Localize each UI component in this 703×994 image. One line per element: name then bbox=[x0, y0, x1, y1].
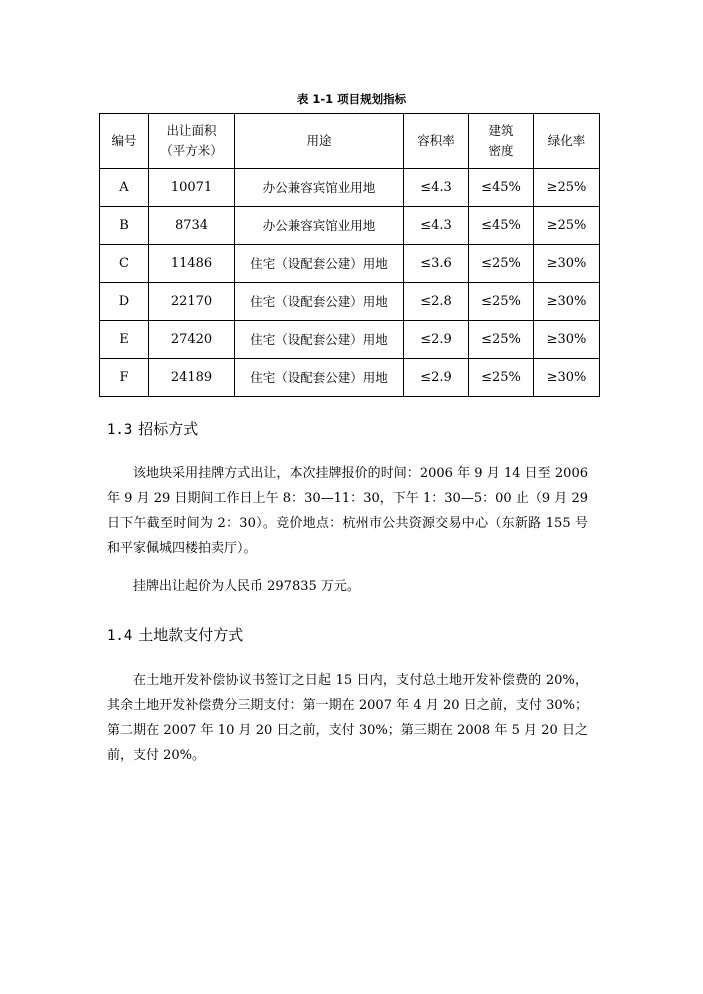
cell-area: 10071 bbox=[149, 169, 235, 207]
header-far: 容积率 bbox=[404, 114, 469, 169]
cell-id: D bbox=[100, 283, 149, 321]
cell-use: 住宅（设配套公建）用地 bbox=[235, 245, 404, 283]
table-row bbox=[100, 359, 600, 397]
cell-far: ≤2.9 bbox=[404, 359, 469, 397]
section-1-4-heading bbox=[107, 624, 243, 645]
table-row bbox=[100, 207, 600, 245]
cell-far: ≤4.3 bbox=[404, 207, 469, 245]
cell-id: A bbox=[100, 169, 149, 207]
cell-green: ≥30% bbox=[534, 245, 600, 283]
table-caption: 表 1-1 项目规划指标 bbox=[296, 92, 407, 106]
header-density-line1: 建筑 bbox=[488, 123, 514, 138]
cell-id: F bbox=[100, 359, 149, 397]
cell-id: C bbox=[100, 245, 149, 283]
table-header-row bbox=[100, 114, 600, 169]
header-use: 用途 bbox=[235, 114, 404, 169]
section-1-3-paragraph: 该地块采用挂牌方式出让，本次挂牌报价的时间：2006 年 9 月 14 日至 2006 年 9 月 29 日期间工作日上午 8：30—11：30，下午 1：30—5：00 止（9 月 29 日下午截至时间为 2：30）。竞价地点：杭州市公共资源交易中心（东新路 155 号和平家佩城四楼拍卖厅）。 bbox=[107, 466, 588, 556]
cell-use: 办公兼容宾馆业用地 bbox=[235, 169, 404, 207]
table-row bbox=[100, 321, 600, 359]
cell-id: E bbox=[100, 321, 149, 359]
header-id: 编号 bbox=[100, 114, 149, 169]
cell-area: 11486 bbox=[149, 245, 235, 283]
cell-density: ≤25% bbox=[469, 359, 534, 397]
cell-density: ≤25% bbox=[469, 245, 534, 283]
cell-green: ≥30% bbox=[534, 321, 600, 359]
header-density-line2: 密度 bbox=[488, 143, 514, 158]
cell-far: ≤2.8 bbox=[404, 283, 469, 321]
cell-id: B bbox=[100, 207, 149, 245]
cell-density: ≤25% bbox=[469, 321, 534, 359]
table-row bbox=[100, 245, 600, 283]
planning-indicators-table bbox=[99, 113, 600, 397]
cell-density: ≤45% bbox=[469, 207, 534, 245]
section-1-3-number: 1.3 bbox=[107, 422, 133, 438]
cell-area: 22170 bbox=[149, 283, 235, 321]
cell-green: ≥30% bbox=[534, 283, 600, 321]
cell-density: ≤25% bbox=[469, 283, 534, 321]
cell-density: ≤45% bbox=[469, 169, 534, 207]
table-row bbox=[100, 283, 600, 321]
section-1-3-price-paragraph: 挂牌出让起价为人民币 297835 万元。 bbox=[133, 579, 360, 594]
table-row bbox=[100, 169, 600, 207]
section-1-3-title: 招标方式 bbox=[138, 420, 199, 438]
cell-area: 8734 bbox=[149, 207, 235, 245]
cell-far: ≤2.9 bbox=[404, 321, 469, 359]
header-area-line2: （平方米） bbox=[160, 143, 223, 158]
header-area bbox=[149, 114, 235, 169]
section-1-4-paragraph: 在土地开发补偿协议书签订之日起 15 日内，支付总土地开发补偿费的 20%，其余土地开发补偿费分三期支付：第一期在 2007 年 4 月 20 日之前，支付 30%；第二期在 2007 年 10 月 20 日之前，支付 30%；第三期在 2008 年 5 月 20 日之前，支付 20%。 bbox=[107, 673, 588, 763]
cell-green: ≥30% bbox=[534, 359, 600, 397]
cell-use: 住宅（设配套公建）用地 bbox=[235, 283, 404, 321]
cell-use: 办公兼容宾馆业用地 bbox=[235, 207, 404, 245]
cell-use: 住宅（设配套公建）用地 bbox=[235, 321, 404, 359]
cell-use: 住宅（设配套公建）用地 bbox=[235, 359, 404, 397]
section-1-4-title: 土地款支付方式 bbox=[138, 626, 244, 644]
header-area-line1: 出让面积 bbox=[166, 123, 217, 138]
header-green: 绿化率 bbox=[534, 114, 600, 169]
header-density bbox=[469, 114, 534, 169]
cell-area: 27420 bbox=[149, 321, 235, 359]
cell-far: ≤4.3 bbox=[404, 169, 469, 207]
cell-green: ≥25% bbox=[534, 169, 600, 207]
section-1-4-number: 1.4 bbox=[107, 628, 133, 644]
cell-far: ≤3.6 bbox=[404, 245, 469, 283]
section-1-3-heading bbox=[107, 418, 198, 439]
cell-area: 24189 bbox=[149, 359, 235, 397]
cell-green: ≥25% bbox=[534, 207, 600, 245]
